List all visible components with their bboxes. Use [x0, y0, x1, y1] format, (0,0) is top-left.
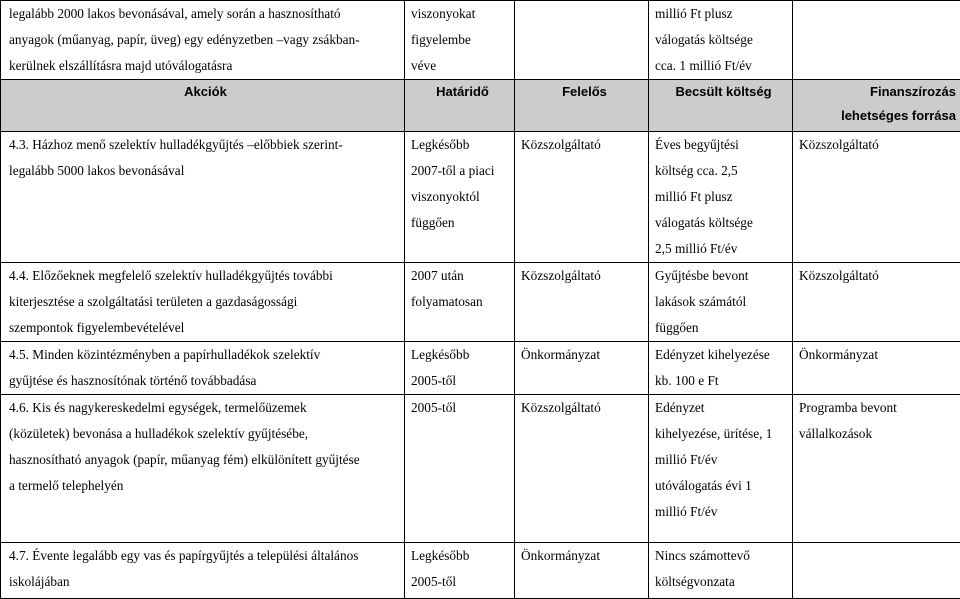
table-row — [1, 263, 960, 342]
action-cell: 4.4. Előzőeknek megfelelő szelektív hulladékgyűjtés további kiterjesztése a szolgáltatási területen a gazdaságossági szempontok figyelembevételével — [1, 263, 405, 342]
cost-cell: Nincs számottevő költségvonzata — [649, 543, 793, 599]
responsible-cell: Önkormányzat — [515, 342, 649, 395]
action-cell: legalább 2000 lakos bevonásával, amely során a hasznosítható anyagok (műanyag, papír, üveg) egy edényzetben –vagy zsákban- kerülnek elszállításra majd utóválogatásra — [1, 1, 405, 80]
table-header-row — [1, 80, 960, 132]
action-cell: 4.3. Házhoz menő szelektív hulladékgyűjtés –előbbiek szerint- legalább 5000 lakos bevonásával — [1, 132, 405, 263]
cost-cell: Edényzet kihelyezése kb. 100 e Ft — [649, 342, 793, 395]
header-funding-line1: Finanszírozás — [799, 80, 956, 104]
responsible-cell: Közszolgáltató — [515, 395, 649, 543]
deadline-cell: 2005-től — [405, 395, 515, 543]
responsible-cell: Önkormányzat — [515, 543, 649, 599]
action-cell: 4.6. Kis és nagykereskedelmi egységek, termelőüzemek (közületek) bevonása a hulladékok szelektív gyűjtésébe, hasznosítható anyagok (papír, műanyag fém) elkülönített gyűjtése a termelő telephelyén — [1, 395, 405, 543]
deadline-cell: Legkésőbb 2005-től — [405, 543, 515, 599]
deadline-cell: Legkésőbb 2007-től a piaci viszonyoktól függően — [405, 132, 515, 263]
funding-cell: Közszolgáltató — [793, 132, 960, 263]
funding-cell: Önkormányzat — [793, 342, 960, 395]
header-funding-line2: lehetséges forrása — [799, 104, 956, 128]
cost-cell: millió Ft plusz válogatás költsége cca. 1 millió Ft/év — [649, 1, 793, 80]
cost-cell: Gyűjtésbe bevont lakások számától függően — [649, 263, 793, 342]
deadline-cell: 2007 után folyamatosan — [405, 263, 515, 342]
header-deadline: Határidő — [405, 80, 515, 132]
table-row — [1, 342, 960, 395]
deadline-cell: viszonyokat figyelembe véve — [405, 1, 515, 80]
cost-cell: Éves begyűjtési költség cca. 2,5 millió Ft plusz válogatás költsége 2,5 millió Ft/év — [649, 132, 793, 263]
responsible-cell — [515, 1, 649, 80]
table-row — [1, 395, 960, 543]
funding-cell: Programba bevont vállalkozások — [793, 395, 960, 543]
table-row — [1, 1, 960, 80]
action-cell: 4.5. Minden közintézményben a papírhulladékok szelektív gyűjtése és hasznosítónak történő továbbadása — [1, 342, 405, 395]
deadline-cell: Legkésőbb 2005-től — [405, 342, 515, 395]
funding-cell — [793, 1, 960, 80]
header-funding — [793, 80, 960, 132]
responsible-cell: Közszolgáltató — [515, 132, 649, 263]
funding-cell — [793, 543, 960, 599]
header-responsible: Felelős — [515, 80, 649, 132]
table-row — [1, 132, 960, 263]
funding-cell: Közszolgáltató — [793, 263, 960, 342]
header-cost: Becsült költség — [649, 80, 793, 132]
responsible-cell: Közszolgáltató — [515, 263, 649, 342]
header-actions: Akciók — [1, 80, 405, 132]
action-cell: 4.7. Évente legalább egy vas és papírgyűjtés a települési általános iskolájában — [1, 543, 405, 599]
table-row — [1, 543, 960, 599]
cost-cell: Edényzet kihelyezése, ürítése, 1 millió Ft/év utóválogatás évi 1 millió Ft/év — [649, 395, 793, 543]
